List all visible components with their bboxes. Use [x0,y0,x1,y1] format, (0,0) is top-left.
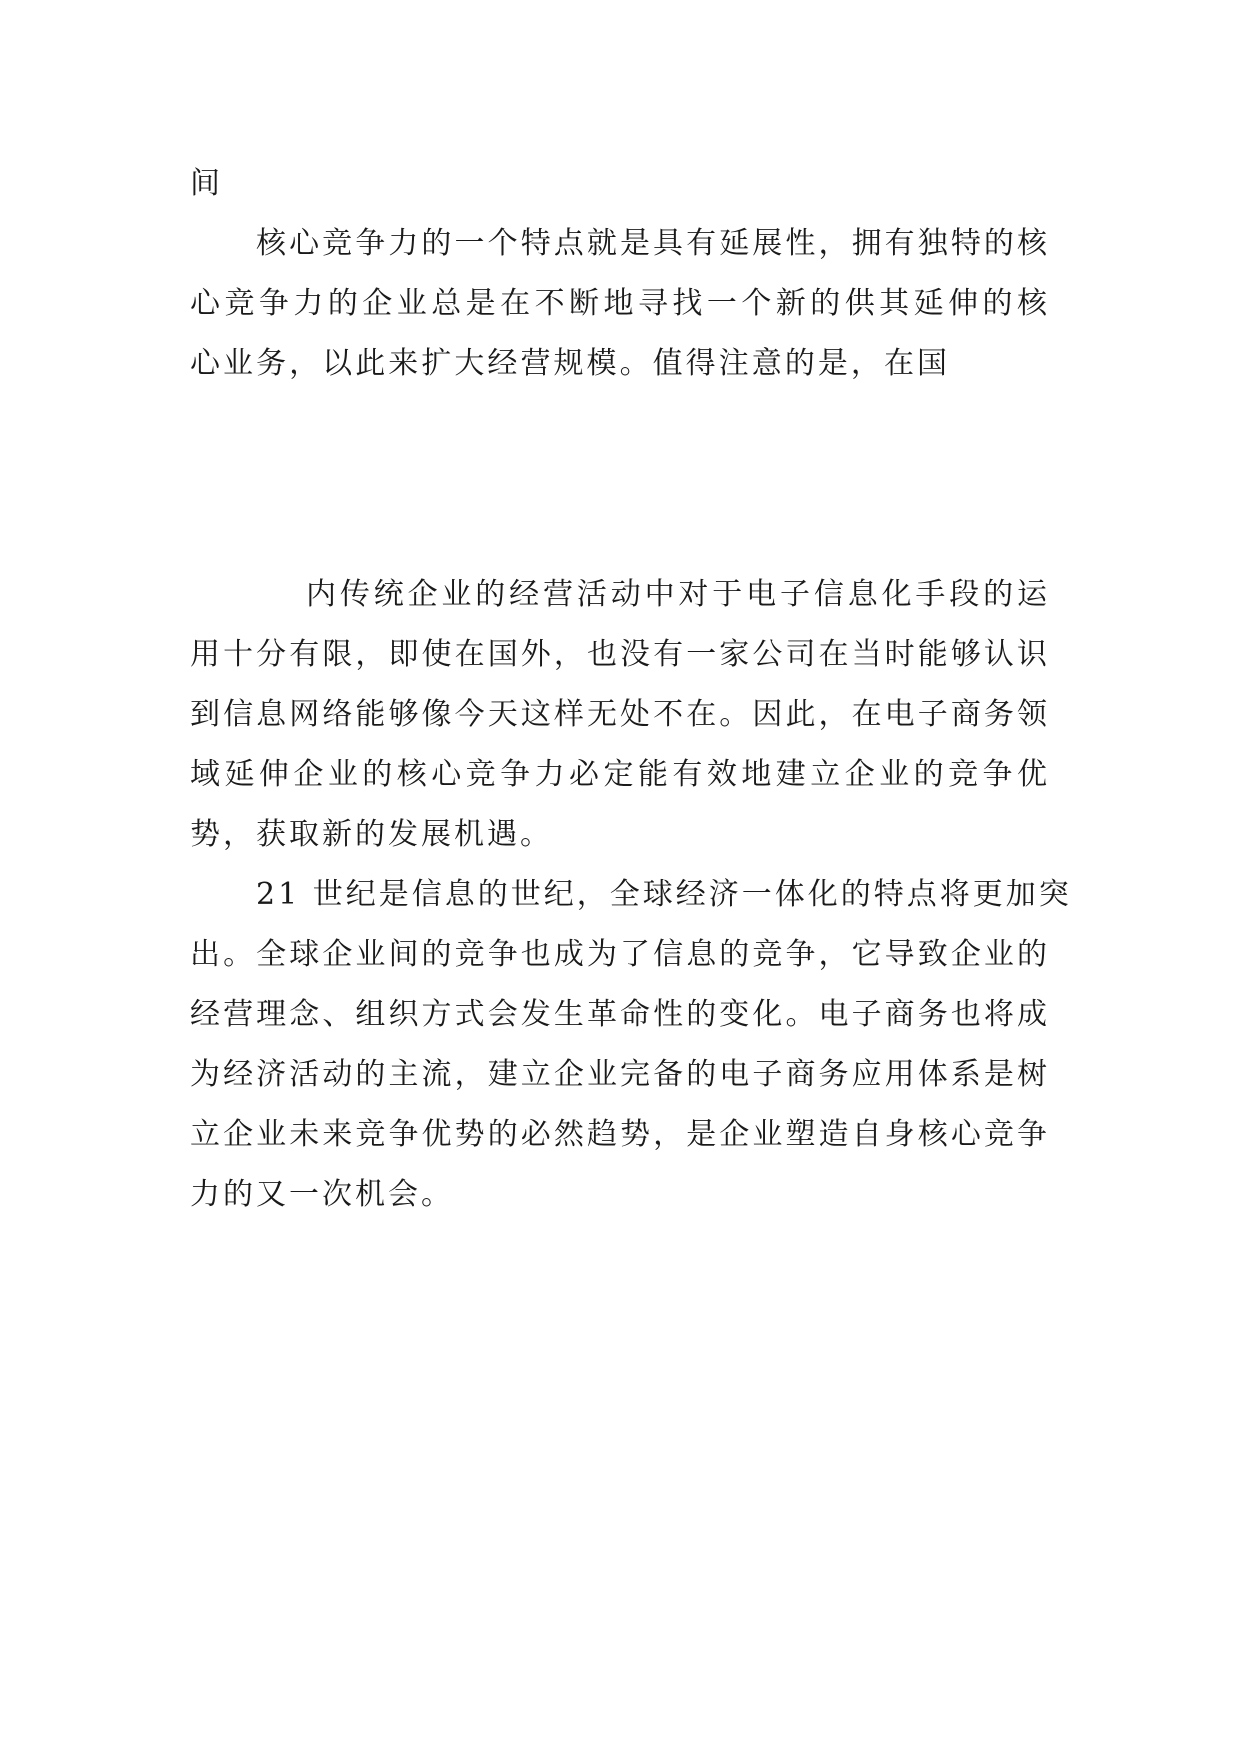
text-line: 核心竞争力的一个特点就是具有延展性，拥有独特的核 [256,226,1050,261]
text-line: 域延伸企业的核心竞争力必定能有效地建立企业的竞争优 [190,757,1050,792]
text-line: 心业务，以此来扩大经营规模。值得注意的是，在国 [190,346,950,381]
text-line: 势，获取新的发展机遇。 [190,817,553,852]
text-line: 力的又一次机会。 [190,1177,454,1212]
text-line: 内传统企业的经营活动中对于电子信息化手段的运 [306,577,1050,612]
text-line: 立企业未来竞争优势的必然趋势，是企业塑造自身核心竞争 [190,1117,1050,1152]
text-line: 到信息网络能够像今天这样无处不在。因此，在电子商务领 [190,697,1050,732]
text-line: 为经济活动的主流，建立企业完备的电子商务应用体系是树 [190,1057,1050,1092]
text-line: 21 世纪是信息的世纪，全球经济一体化的特点将更加突 [256,877,1072,912]
text-line: 用十分有限，即使在国外，也没有一家公司在当时能够认识 [190,637,1050,672]
text-line: 心竞争力的企业总是在不断地寻找一个新的供其延伸的核 [190,286,1050,321]
text-line: 出。全球企业间的竞争也成为了信息的竞争，它导致企业的 [190,937,1050,972]
text-line: 间 [190,166,223,201]
text-line: 经营理念、组织方式会发生革命性的变化。电子商务也将成 [190,997,1050,1032]
